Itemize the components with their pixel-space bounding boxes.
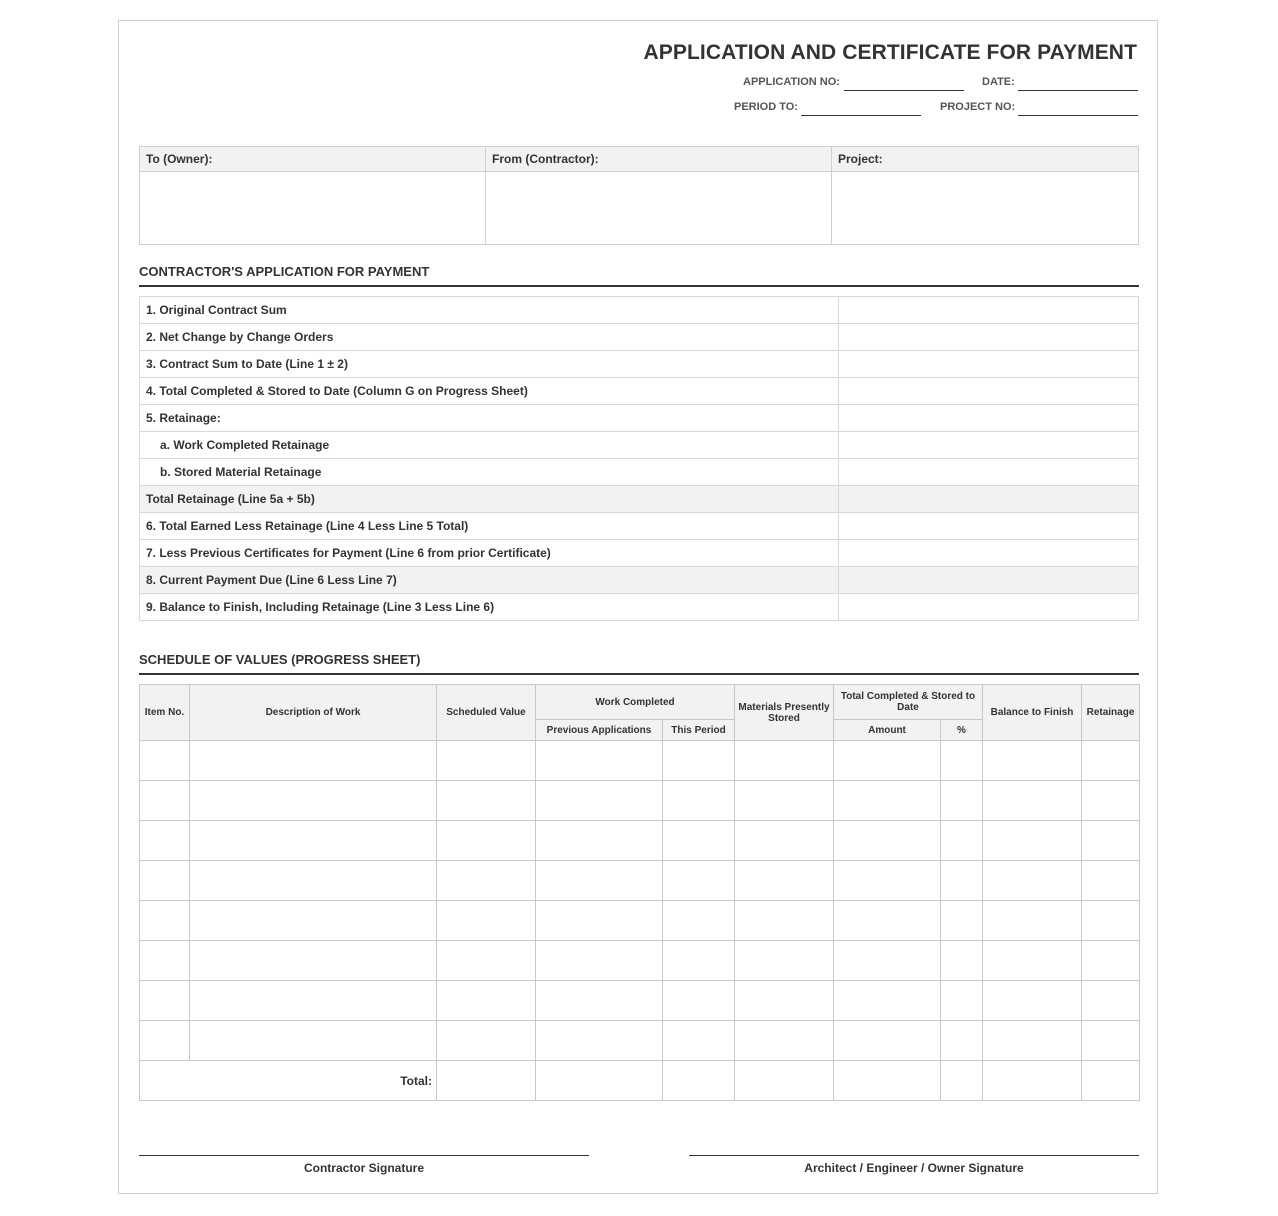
- line-label: Total Retainage (Line 5a + 5b): [140, 486, 839, 513]
- project-field[interactable]: [832, 172, 1139, 245]
- period-to-label: PERIOD TO:: [734, 101, 798, 113]
- schedule-cell[interactable]: [983, 1021, 1082, 1061]
- schedule-cell[interactable]: [663, 901, 735, 941]
- line-label: 7. Less Previous Certificates for Payment (Line 6 from prior Certificate): [140, 540, 839, 567]
- header-scheduled-value: Scheduled Value: [437, 685, 536, 741]
- schedule-cell[interactable]: [941, 1021, 983, 1061]
- project-no-label: PROJECT NO:: [940, 101, 1016, 113]
- schedule-cell[interactable]: [834, 981, 941, 1021]
- schedule-cell[interactable]: [1082, 821, 1140, 861]
- schedule-cell[interactable]: [983, 941, 1082, 981]
- schedule-cell[interactable]: [190, 821, 437, 861]
- schedule-cell[interactable]: [190, 1021, 437, 1061]
- table-row: [140, 901, 1140, 941]
- schedule-cell[interactable]: [140, 861, 190, 901]
- line-value-field[interactable]: [839, 324, 1139, 351]
- schedule-cell[interactable]: [536, 901, 663, 941]
- line-value-field[interactable]: [839, 432, 1139, 459]
- schedule-cell[interactable]: [735, 781, 834, 821]
- schedule-cell[interactable]: [190, 901, 437, 941]
- line-label: a. Work Completed Retainage: [140, 432, 839, 459]
- line-label: 1. Original Contract Sum: [140, 297, 839, 324]
- total-cell[interactable]: [735, 1061, 834, 1101]
- table-row: [140, 1021, 1140, 1061]
- schedule-cell[interactable]: [834, 781, 941, 821]
- schedule-cell[interactable]: [663, 741, 735, 781]
- schedule-cell[interactable]: [1082, 781, 1140, 821]
- schedule-cell[interactable]: [735, 861, 834, 901]
- schedule-cell[interactable]: [663, 861, 735, 901]
- line-label: 2. Net Change by Change Orders: [140, 324, 839, 351]
- schedule-cell[interactable]: [735, 901, 834, 941]
- schedule-cell[interactable]: [536, 941, 663, 981]
- header-amount: Amount: [834, 720, 941, 741]
- schedule-cell[interactable]: [140, 781, 190, 821]
- header-description: Description of Work: [190, 685, 437, 741]
- total-cell[interactable]: [941, 1061, 983, 1101]
- schedule-cell[interactable]: [983, 981, 1082, 1021]
- line-value-field[interactable]: [839, 351, 1139, 378]
- line-value-field[interactable]: [839, 459, 1139, 486]
- total-cell[interactable]: [983, 1061, 1082, 1101]
- schedule-table: [139, 684, 1140, 1101]
- schedule-cell[interactable]: [140, 941, 190, 981]
- architect-signature-line[interactable]: Architect / Engineer / Owner Signature: [689, 1155, 1139, 1175]
- schedule-cell[interactable]: [1082, 981, 1140, 1021]
- schedule-cell[interactable]: [735, 981, 834, 1021]
- project-no-field[interactable]: [1018, 115, 1138, 116]
- schedule-cell[interactable]: [536, 861, 663, 901]
- schedule-cell[interactable]: [663, 821, 735, 861]
- project-label: Project:: [832, 147, 1139, 172]
- table-row: [140, 861, 1140, 901]
- schedule-cell[interactable]: [437, 981, 536, 1021]
- line-value-field[interactable]: [839, 594, 1139, 621]
- header-materials-stored: Materials Presently Stored: [735, 685, 834, 741]
- total-cell[interactable]: [437, 1061, 536, 1101]
- schedule-cell[interactable]: [834, 741, 941, 781]
- schedule-cell[interactable]: [536, 981, 663, 1021]
- schedule-cell[interactable]: [941, 901, 983, 941]
- schedule-cell[interactable]: [735, 741, 834, 781]
- from-contractor-label: From (Contractor):: [486, 147, 832, 172]
- schedule-cell[interactable]: [1082, 1021, 1140, 1061]
- schedule-cell[interactable]: [834, 941, 941, 981]
- schedule-cell[interactable]: [735, 1021, 834, 1061]
- application-heading: CONTRACTOR'S APPLICATION FOR PAYMENT: [139, 264, 1139, 287]
- schedule-cell[interactable]: [834, 861, 941, 901]
- schedule-cell[interactable]: [663, 1021, 735, 1061]
- schedule-cell[interactable]: [663, 941, 735, 981]
- application-no-field[interactable]: [844, 90, 964, 91]
- schedule-cell[interactable]: [190, 981, 437, 1021]
- header-balance-to-finish: Balance to Finish: [983, 685, 1082, 741]
- line-label: 9. Balance to Finish, Including Retainage (Line 3 Less Line 6): [140, 594, 839, 621]
- schedule-cell[interactable]: [536, 1021, 663, 1061]
- table-row: [140, 941, 1140, 981]
- line-value-field[interactable]: [839, 486, 1139, 513]
- header-this-period: This Period: [663, 720, 735, 741]
- schedule-cell[interactable]: [735, 941, 834, 981]
- line-value-field[interactable]: [839, 378, 1139, 405]
- header-percent: %: [941, 720, 983, 741]
- schedule-cell[interactable]: [536, 821, 663, 861]
- table-row: [140, 821, 1140, 861]
- table-row: [140, 781, 1140, 821]
- header-retainage: Retainage: [1082, 685, 1140, 741]
- header-item-no: Item No.: [140, 685, 190, 741]
- schedule-cell[interactable]: [1082, 861, 1140, 901]
- schedule-cell[interactable]: [983, 741, 1082, 781]
- to-owner-label: To (Owner):: [140, 147, 486, 172]
- schedule-cell[interactable]: [941, 821, 983, 861]
- schedule-cell[interactable]: [437, 821, 536, 861]
- total-cell[interactable]: [536, 1061, 663, 1101]
- table-row: [140, 981, 1140, 1021]
- schedule-cell[interactable]: [983, 861, 1082, 901]
- schedule-cell[interactable]: [536, 741, 663, 781]
- to-owner-field[interactable]: [140, 172, 486, 245]
- line-value-field[interactable]: [839, 540, 1139, 567]
- schedule-cell[interactable]: [1082, 741, 1140, 781]
- schedule-cell[interactable]: [140, 1021, 190, 1061]
- schedule-cell[interactable]: [941, 781, 983, 821]
- schedule-cell[interactable]: [140, 821, 190, 861]
- schedule-cell[interactable]: [437, 781, 536, 821]
- header-total-completed: Total Completed & Stored to Date: [834, 685, 983, 720]
- schedule-cell[interactable]: [1082, 901, 1140, 941]
- total-cell[interactable]: [834, 1061, 941, 1101]
- schedule-cell[interactable]: [663, 781, 735, 821]
- schedule-cell[interactable]: [663, 981, 735, 1021]
- schedule-cell[interactable]: [983, 821, 1082, 861]
- line-label: 6. Total Earned Less Retainage (Line 4 Less Line 5 Total): [140, 513, 839, 540]
- line-value-field[interactable]: [839, 405, 1139, 432]
- schedule-cell[interactable]: [437, 941, 536, 981]
- schedule-cell[interactable]: [834, 821, 941, 861]
- line-label: 4. Total Completed & Stored to Date (Column G on Progress Sheet): [140, 378, 839, 405]
- schedule-cell[interactable]: [140, 981, 190, 1021]
- from-contractor-field[interactable]: [486, 172, 832, 245]
- line-value-field[interactable]: [839, 567, 1139, 594]
- line-value-field[interactable]: [839, 297, 1139, 324]
- schedule-cell[interactable]: [190, 941, 437, 981]
- payment-application-form: [118, 20, 1158, 1194]
- schedule-cell[interactable]: [190, 861, 437, 901]
- schedule-cell[interactable]: [437, 901, 536, 941]
- schedule-cell[interactable]: [536, 781, 663, 821]
- total-label: Total:: [140, 1061, 437, 1101]
- line-label: 5. Retainage:: [140, 405, 839, 432]
- line-label: b. Stored Material Retainage: [140, 459, 839, 486]
- header-work-completed: Work Completed: [536, 685, 735, 720]
- header-previous-applications: Previous Applications: [536, 720, 663, 741]
- schedule-cell[interactable]: [437, 861, 536, 901]
- schedule-cell[interactable]: [983, 781, 1082, 821]
- schedule-cell[interactable]: [941, 741, 983, 781]
- table-row: [140, 741, 1140, 781]
- date-field[interactable]: [1018, 90, 1138, 91]
- schedule-cell[interactable]: [941, 861, 983, 901]
- schedule-body: [140, 741, 1140, 1061]
- schedule-cell[interactable]: [140, 741, 190, 781]
- line-label: 8. Current Payment Due (Line 6 Less Line 7): [140, 567, 839, 594]
- schedule-cell[interactable]: [190, 741, 437, 781]
- schedule-heading: SCHEDULE OF VALUES (PROGRESS SHEET): [139, 652, 1139, 675]
- application-table: [139, 296, 1139, 621]
- line-label: 3. Contract Sum to Date (Line 1 ± 2): [140, 351, 839, 378]
- period-to-field[interactable]: [801, 115, 921, 116]
- schedule-cell[interactable]: [140, 901, 190, 941]
- schedule-cell[interactable]: [983, 901, 1082, 941]
- application-no-label: APPLICATION NO:: [743, 76, 840, 88]
- parties-table: [139, 146, 1139, 245]
- schedule-cell[interactable]: [190, 781, 437, 821]
- schedule-cell[interactable]: [834, 901, 941, 941]
- schedule-cell[interactable]: [941, 981, 983, 1021]
- line-value-field[interactable]: [839, 513, 1139, 540]
- schedule-cell[interactable]: [834, 1021, 941, 1061]
- date-label: DATE:: [982, 76, 1015, 88]
- total-cell[interactable]: [1082, 1061, 1140, 1101]
- total-cell[interactable]: [663, 1061, 735, 1101]
- schedule-cell[interactable]: [437, 1021, 536, 1061]
- contractor-signature-line[interactable]: Contractor Signature: [139, 1155, 589, 1175]
- schedule-cell[interactable]: [437, 741, 536, 781]
- schedule-cell[interactable]: [1082, 941, 1140, 981]
- form-title: APPLICATION AND CERTIFICATE FOR PAYMENT: [643, 41, 1137, 64]
- schedule-cell[interactable]: [941, 941, 983, 981]
- schedule-cell[interactable]: [735, 821, 834, 861]
